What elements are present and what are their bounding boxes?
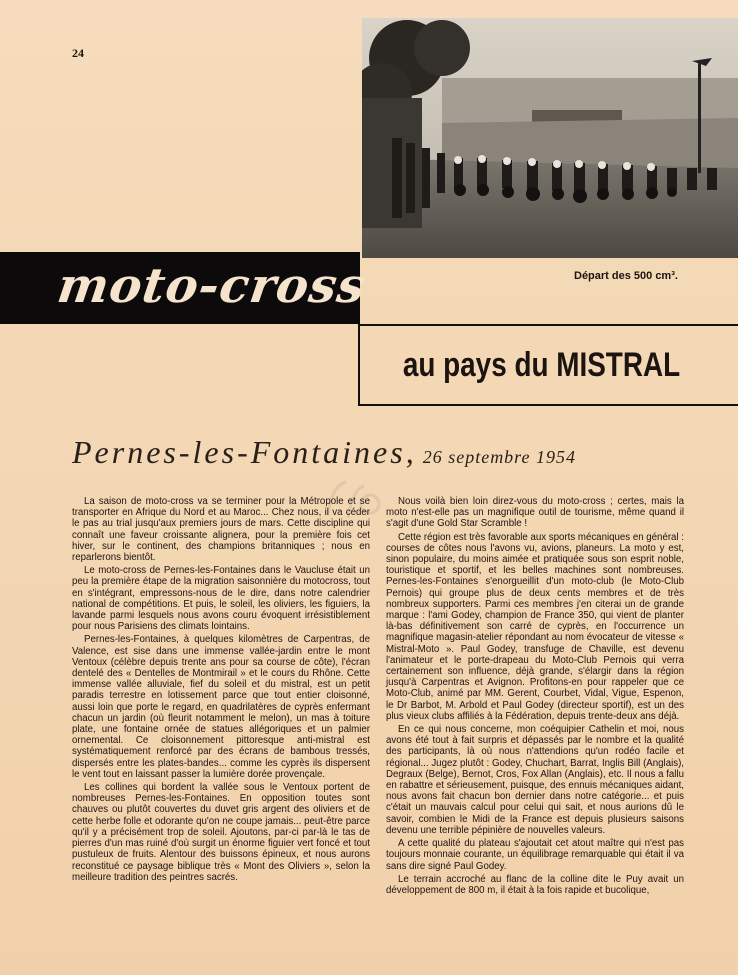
- page-number: 24: [72, 46, 84, 60]
- article-subtitle: au pays du MISTRAL: [402, 346, 680, 384]
- paragraph: Le moto-cross de Pernes-les-Fontaines dans le Vaucluse était un peu la première étape de la migration saisonnière du motocross, tout en s'intégrant, empressons-nous de le dire, dans notre calendrier national de compétitions. Et puis, le soleil, les oliviers, les figuiers, la lavande parmi lesquels nous avons couru évoquent irrésistiblement pour nous Parisiens des climats lointains.: [72, 565, 370, 633]
- race-photo-illustration: [362, 18, 738, 258]
- article-title: moto-cross: [54, 258, 370, 314]
- dateline-place: Pernes-les-Fontaines,: [72, 434, 417, 470]
- paragraph: En ce qui nous concerne, mon coéquipier Cathelin et moi, nous avons été tout à fait surpris et dépassés par le nombre et la qualité des participants, là où nous n'attendions qu'un rodéo facile et régional... Jugez plutôt : Godey, Chuchart, Barrat, Inglis Bill (Anglais), Degraux (Belge), Bernot, Cros, Fox Allan (Anglais), etc. Il nous a fallu en rabattre et sérieusement, puisque, des ennuis mécaniques aidant, nous avons fait chacun bon dernier dans notre catégorie... et puis c'était un mauvais calcul pour celui qui sait, et nous aurions dû le savoir, combien le Midi de la France est depuis plusieurs saisons devenu une terrible pépinière de nouvelles valeurs.: [386, 724, 684, 836]
- paragraph: Cette région est très favorable aux sports mécaniques en général : courses de côtes nous l'avons vu, avions, planeurs. La moto y est, sinon populaire, du moins aimée et pratiquée sous son esprit noble, touristique et sportif, et les belles machines sont nombreuses. Pernes-les-Fontaines s'enorgueillit d'un moto-club (le Moto-Club Pernois) qui groupe plus de deux cents membres et de très nombreux supporters. Parmi ces membres j'en citerai un de grande marque : l'ami Godey, champion de France 350, qui vient de planter là-bas définitivement son carré de cyprès, en l'occurrence un magnifique magasin-atelier répondant au nom évocateur de vitesse « Mistral-Moto ». Paul Godey, transfuge de Chaville, est devenu l'animateur et le porte-drapeau du Moto-Club Pernois qui verra certainement son influence, déjà grande, s'élargir dans la région jusqu'à Carpentras et Avignon. Profitons-en pour rappeler que ce Moto-Club, animé par MM. Gerent, Courbet, Vidal, Vigue, Espenon, le Dr Barbot, M. Arbold et Paul Godey (directeur sportif), est un des plus vieux clubs affiliés à la Fédération, depuis trente-deux ans déjà.: [386, 531, 684, 722]
- paragraph: Nous voilà bien loin direz-vous du moto-cross ; certes, mais la moto n'est-elle pas un magnifique outil de tourisme, même quand il s'agit d'une Gold Star Scramble !: [386, 496, 684, 530]
- paragraph: A cette qualité du plateau s'ajoutait cet atout maître qui n'est pas toujours monnaie courante, un équilibrage remarquable qui était il va sans dire signé Paul Godey.: [386, 838, 684, 872]
- photo-caption: Départ des 500 cm³.: [574, 270, 678, 282]
- paragraph: Pernes-les-Fontaines, à quelques kilomètres de Carpentras, de Valence, est sise dans une immense vallée-jardin entre le mont Ventoux (célèbre depuis trente ans pour sa course de côte), l'écran dentelé des « Dentelles de Montmirail » et le cours du Rhône. Cette immense vallée alluviale, fief du soleil et du mistral, est un petit paradis terrestre en lotissement parce que tout entier cloisonné, aussi loin que porte le regard, en quadrilatères de cyprès enfermant chacun un jardin (où fleurit notamment le melon), un mas à toiture plate, une fontaine ornée de statues allégoriques et un palmier ornemental. Ce cloisonnement pittoresque anti-mistral est systématiquement renforcé par des écrans de bambous tressés, dispersés entre les plates-bandes... comme les cyprès ils dispersent le vent tout en laissant passer la lumière dorée provençale.: [72, 634, 370, 780]
- dateline-date: 26 septembre 1954: [422, 447, 577, 467]
- dateline: [72, 434, 576, 471]
- article-column-left: [72, 496, 370, 885]
- paragraph: Les collines qui bordent la vallée sous le Ventoux portent de nombreuses Pernes-les-Fontaines. En opposition toutes sont chauves ou plutôt couvertes du duvet gris argent des oliviers et de cette herbe folle et odorante qu'on ne coupe jamais... peut-être parce qu'il y a précisément trop de soleil. Ajoutons, par-ci par-là le tas de pierres d'un mas ruiné d'où surgit un énorme figuier vert foncé et tout pustuleux de fruits. Alentour des buissons épineux, et nous aurons reconstitué ce paysage biblique très « Mont des Oliviers », selon la meilleure tradition des peintres sacrés.: [72, 782, 370, 883]
- article-column-right: [386, 496, 684, 898]
- paragraph: La saison de moto-cross va se terminer pour la Métropole et se transporter en Afrique du Nord et au Maroc... Chez nous, il va céder le pas au trial jusqu'aux premiers jours de mars. Cette discipline qui connaît une faveur croissante alignera, pour la première fois cet hiver, sur le continent, des champions britanniques ; nous en reparlerons bientôt.: [72, 496, 370, 564]
- paragraph: Le terrain accroché au flanc de la colline dite le Puy avait un développement de 800 m, il était à la fois rapide et bucolique,: [386, 873, 684, 896]
- race-start-photo: [362, 18, 738, 258]
